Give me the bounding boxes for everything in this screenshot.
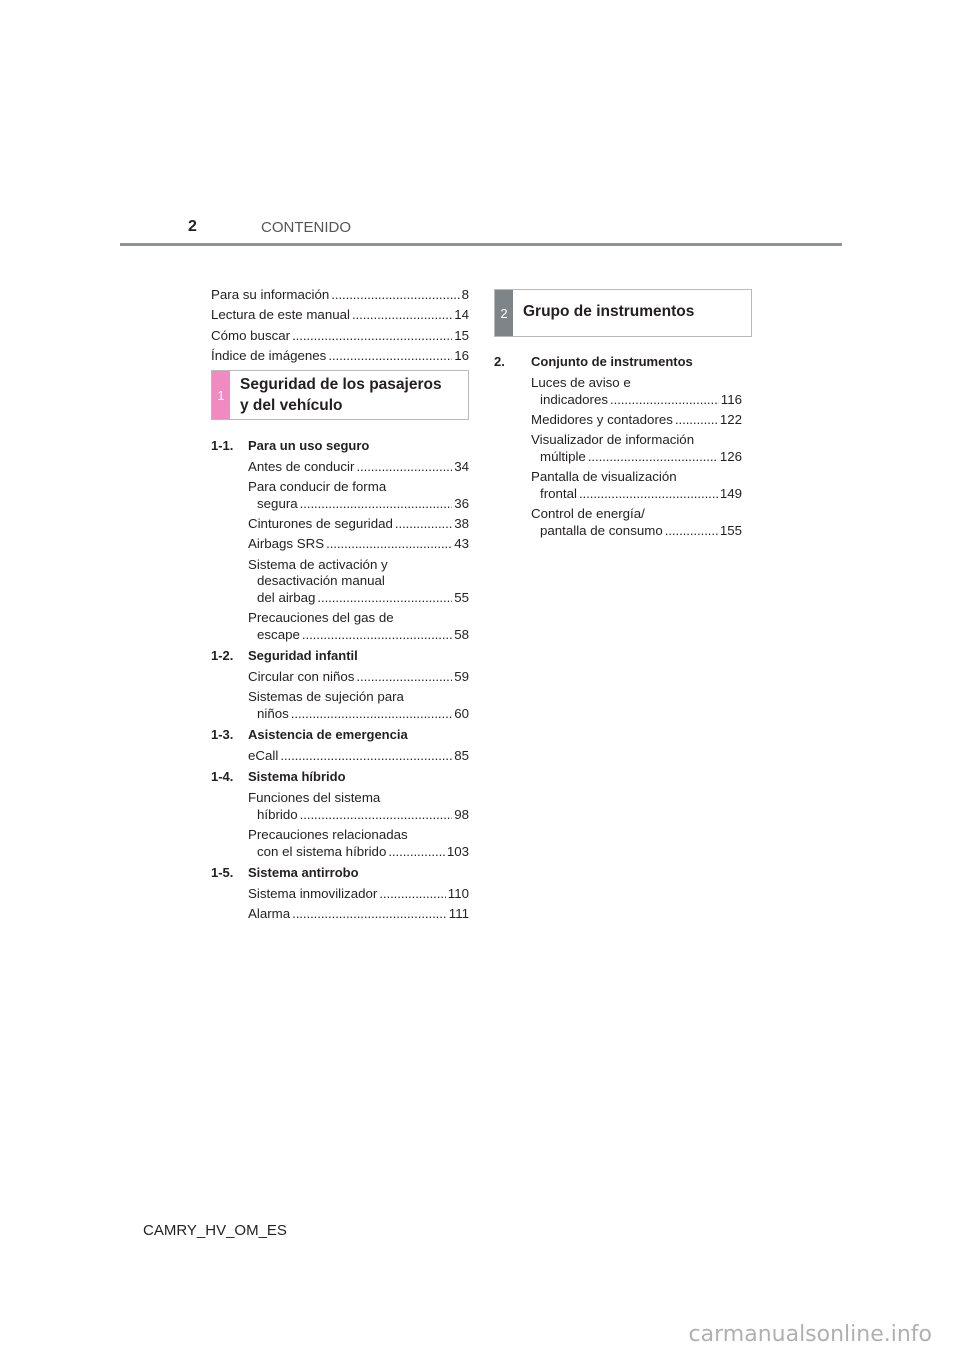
chapter-2-tab: 2 — [495, 290, 513, 336]
section-heading[interactable]: 1-1. Para un uso seguro — [211, 438, 370, 453]
chapter-2-label: Grupo de instrumentos — [523, 303, 695, 320]
toc-entry[interactable] — [211, 347, 469, 364]
toc-entry[interactable]: Cinturones de seguridad . . . 38 — [248, 515, 469, 532]
toc-entry[interactable]: pantalla de consumo . . . 155 — [540, 522, 742, 539]
toc-entry-page: 16 — [454, 348, 469, 363]
toc-entry[interactable]: Circular con niños . . . 59 — [248, 668, 469, 685]
toc-entry[interactable]: escape . . . 58 — [257, 626, 469, 643]
toc-entry-text: Para su información — [211, 287, 330, 302]
toc-entry[interactable]: múltiple . . . 126 — [540, 448, 742, 465]
toc-entry-line[interactable]: Sistemas de sujeción para — [248, 689, 404, 704]
toc-entry-page: 8 — [461, 287, 469, 302]
toc-entry-line[interactable]: Visualizador de información — [531, 432, 695, 447]
toc-entry-page: 15 — [454, 328, 469, 343]
section-heading[interactable]: 1-3. Asistencia de emergencia — [211, 727, 408, 742]
chapter-title: CONTENIDO — [261, 219, 351, 236]
watermark: carmanualsonline.info — [688, 1322, 932, 1347]
toc-entry[interactable]: Medidores y contadores . . . 122 — [531, 411, 742, 428]
toc-entry[interactable]: Antes de conducir . . . 34 — [248, 458, 469, 475]
toc-entry-line[interactable]: Pantalla de visualización — [531, 469, 677, 484]
toc-entry[interactable]: Sistema inmovilizador . . . 110 — [248, 885, 469, 902]
toc-entry-page: 14 — [454, 307, 469, 322]
toc-entry-line[interactable]: Control de energía/ — [531, 506, 645, 521]
toc-entry-line[interactable]: Precauciones del gas de — [248, 610, 394, 625]
section-heading[interactable]: 2. Conjunto de instrumentos — [494, 354, 693, 369]
chapter-1-label-line2: y del vehículo — [240, 397, 343, 414]
page-header — [0, 0, 960, 250]
manual-code: CAMRY_HV_OM_ES — [143, 1222, 287, 1239]
toc-entry-line[interactable]: desactivación manual — [257, 573, 385, 588]
page-number: 2 — [188, 218, 197, 235]
toc-entry[interactable]: del airbag . . . 55 — [257, 589, 469, 606]
chapter-2-box[interactable] — [494, 289, 752, 337]
header-rule — [120, 243, 842, 246]
section-heading[interactable]: 1-2. Seguridad infantil — [211, 648, 358, 663]
toc-entry[interactable]: frontal . . . 149 — [540, 485, 742, 502]
toc-entry-line[interactable]: Funciones del sistema — [248, 790, 381, 805]
toc-entry[interactable] — [211, 306, 469, 323]
toc-entry-line[interactable]: Para conducir de forma — [248, 479, 387, 494]
toc-entry[interactable]: segura . . . 36 — [257, 495, 469, 512]
toc-entry[interactable]: híbrido . . . 98 — [257, 806, 469, 823]
toc-entry[interactable]: con el sistema híbrido . . . 103 — [257, 843, 469, 860]
section-heading[interactable]: 1-5. Sistema antirrobo — [211, 865, 359, 880]
toc-entry[interactable]: niños . . . 60 — [257, 705, 469, 722]
toc-entry[interactable]: Alarma . . . 111 — [248, 905, 469, 922]
toc-entry-text: Índice de imágenes — [211, 348, 327, 363]
toc-entry-line[interactable]: Precauciones relacionadas — [248, 827, 408, 842]
toc-entry-line[interactable]: Sistema de activación y — [248, 557, 388, 572]
chapter-1-box[interactable] — [211, 370, 469, 420]
chapter-1-tab: 1 — [212, 371, 230, 419]
toc-entry-line[interactable]: Luces de aviso e — [531, 375, 631, 390]
toc-entry[interactable]: Airbags SRS . . . 43 — [248, 535, 469, 552]
chapter-1-label-line1: Seguridad de los pasajeros — [240, 376, 442, 393]
toc-entry[interactable] — [211, 327, 469, 344]
toc-entry-text: Cómo buscar — [211, 328, 291, 343]
toc-entry[interactable]: indicadores . . . 116 — [540, 391, 742, 408]
section-heading[interactable]: 1-4. Sistema híbrido — [211, 769, 346, 784]
toc-entry[interactable] — [211, 286, 469, 303]
toc-entry-text: Lectura de este manual — [211, 307, 350, 322]
toc-entry[interactable]: eCall . . . 85 — [248, 747, 469, 764]
